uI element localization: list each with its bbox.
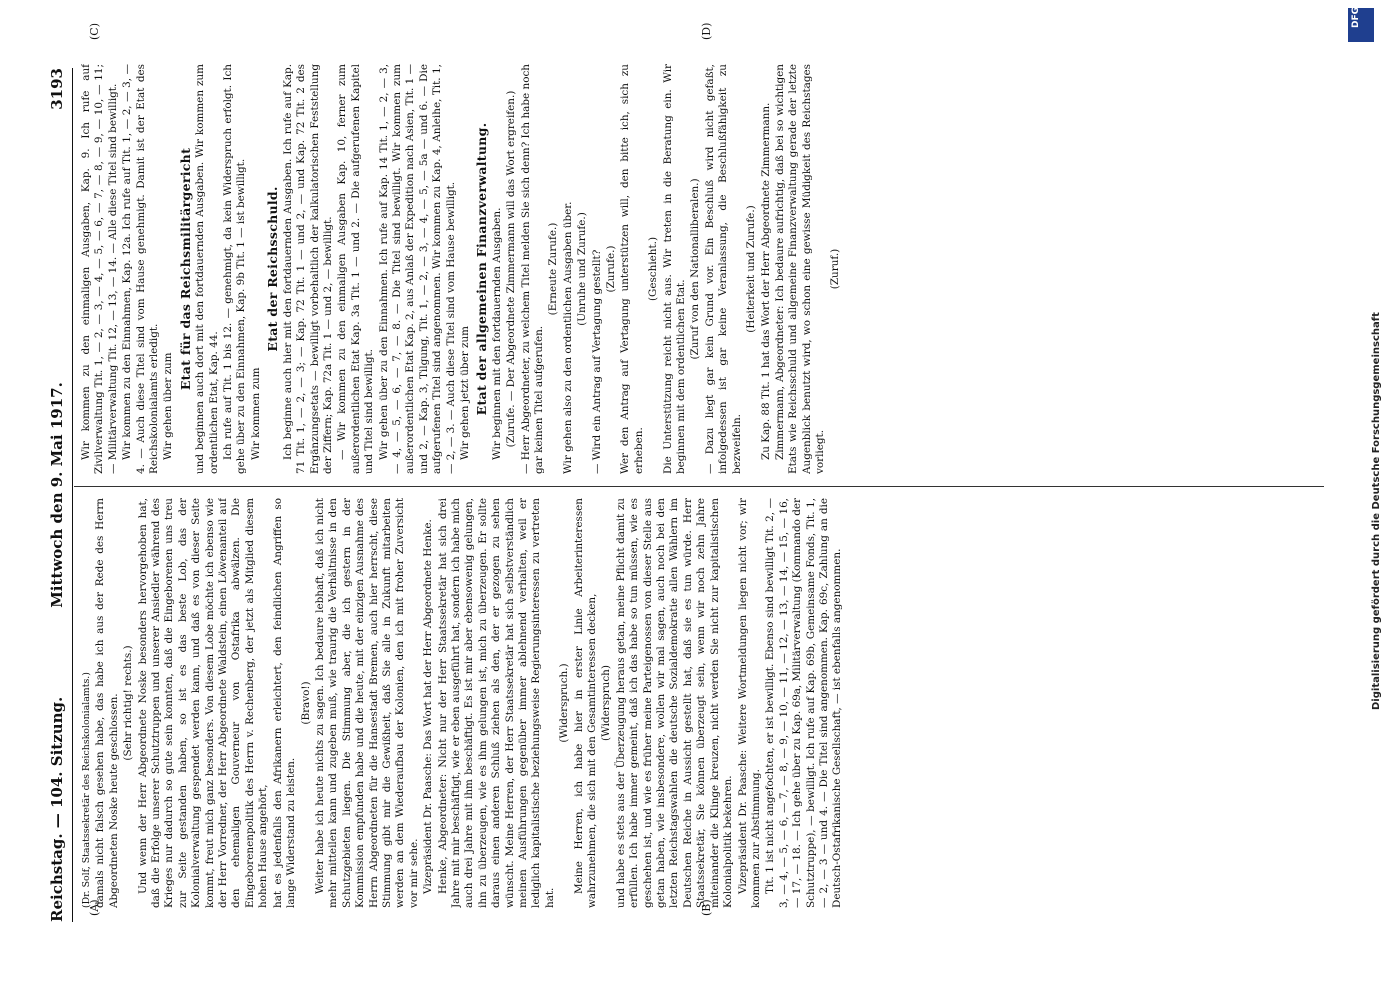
paragraph: Tit. 1 ist nicht angefochten, er ist bewilligt. Ebenso sind bewilligt Tit. 2, — 3, — 4, — 5, — 6, — 7, — 8, — 9, — 10, — 11, — 12, — 13, — 14, — 15, — 16, — 17, — 18. — Ich gehe über zu Kap. 69a, Militärverwaltung (Kommando der Schutztruppe), — bewilligt. Ich rufe auf Kap. 69b, Gemeinsame Fonds, Tit. 1, — 2, — 3 — und 4. — Die Titel sind angenommen. Kap. 69c, Zahlung an die Deutsch-Ostafrikanische Gesellschaft, — ist ebenfalls angenommen. [764, 498, 844, 908]
paragraph: Ich beginne auch hier mit den fortdauernden Ausgaben. Ich rufe auf Kap. 71 Tit. 1, — 2, — 3; — Kap. 72 Tit. 1 — und 2, — und Kap. 72 Tit. 2 des Ergänzungsetats — bewilligt vorbehaltlich der kalkulatorischen Feststellung der Ziffern; Kap. 72a Tit. 1 — und 2, — bewilligt. [281, 64, 334, 474]
credit-text: Digitalisierung gefördert durch die Deutsche Forschungsgemeinschaft [1371, 312, 1382, 710]
paragraph: Wir beginnen mit den fortdauernden Ausgaben. [490, 207, 503, 460]
margin-mark-a: (A) [88, 899, 101, 916]
header-rule [72, 68, 73, 922]
speaker-paragraph: Zimmermann, Abgeordneter: Ich bedaure aufrichtig, daß bei so wichtigen Etats wie Reichsschuld und allgemeine Finanzverwaltung gerade der letzte Augenblick benutzt wird, wo schon eine gewisse Müdigkeit des Reichstages vorliegt. [773, 64, 827, 474]
interjection: (Zuruf von den Nationalliberalen.) [689, 178, 702, 360]
interjection: (Zurufe. — Der Abgeordnete Zimmermann will das Wort ergreifen.) [505, 90, 518, 448]
section-heading: Etat für das Reichsmilitärgericht [177, 147, 193, 391]
interjection: (Heiterkeit und Zurufe.) [745, 205, 758, 333]
header-date: Mittwoch den 9. Mai 1917. [48, 382, 66, 608]
interjection: (Zuruf.) [828, 248, 841, 290]
page-number: 3193 [48, 68, 66, 110]
paragraph: — Wird ein Antrag auf Vertagung gestellt? [590, 249, 603, 474]
paragraph: Meine Herren, ich habe hier in erster Linie Arbeiterinteressen wahrzunehmen, die sich mit den Gesamtinteressen decken, [572, 498, 599, 908]
paragraph: Zu Kap. 88 Tit. 1 hat das Wort der Herr Abgeordnete Zimmermann. [759, 102, 772, 460]
section-heading: Etat der allgemeinen Finanzverwaltung. [474, 122, 490, 416]
paragraph: Und wenn der Herr Abgeordnete Noske besonders hervorgehoben hat, daß die Erfolge unserer Schutztruppen und unserer Ansiedler während des Krieges nur dadurch so gute sein konnten, daß die Eingeborenen uns treu zur Seite gestanden haben, so ist es das beste Lob, das der Kolonialverwaltung gespendet werden kann, und daß es von dieser Seite kommt, freut mich ganz besonders. Von diesem Lobe möchte ich ebenso wie der Herr Vorredner, der Herr Abgeordnete Waldstein, einen Löwenanteil auf den ehemaligen Gouverneur von Ostafrika abwälzen. Die Eingeborenenpolitik des Herrn v. Rechenberg, der jetzt als Mitglied diesem hohen Hause angehört, [136, 498, 270, 908]
paragraph: und beginnen auch dort mit den fortdauernden Ausgaben. Wir kommen zum ordentlichen Etat, Kap. 44. [194, 64, 220, 474]
paragraph: Wir gehen über zu den Einnahmen. Ich rufe auf Kap. 14 Tit. 1, — 2, — 3, — 4, — 5, — 6, — 7, — 8. — Die Titel sind bewilligt. Wir kommen zum außerordentlichen Etat Kap. 2, aus Anlaß der Expedition nach Asien, Tit. 1 — und 2, — Kap. 3, Tilgung, Tit. 1, — 2, — 3, — 4, — 5, — 5a — und 6. — Die aufgerufenen Titel sind angenommen. Wir kommen zu Kap. 4, Anleihe, Tit. 1, — 2, — 3. — Auch diese Titel sind vom Hause bewilligt. [377, 64, 457, 474]
interjection: (Erneute Zurufe.) [547, 222, 560, 316]
column-divider [74, 486, 1324, 487]
digitization-credit [1344, 10, 1382, 730]
section-heading: Etat der Reichsschuld. [265, 186, 281, 352]
interjection: (Bravo!) [299, 681, 312, 725]
paragraph: damals nicht falsch gesehen habe, das habe ich aus der Rede des Herrn Abgeordneten Noske heute geschlossen. [94, 498, 120, 908]
interjection: (Unruhe und Zurufe.) [576, 212, 589, 326]
header-session: Reichstag. — 104. Sitzung. [48, 696, 66, 922]
paragraph: Wir gehen also zu den ordentlichen Ausgaben über. [561, 201, 574, 474]
margin-mark-b: (B) [700, 899, 713, 916]
page-header [44, 68, 70, 922]
paragraph: hat es jedenfalls den Afrikanern erleichtert, den feindlichen Angriffen so lange Widerstand zu leisten. [271, 498, 298, 908]
interjection: (Widerspruch) [600, 665, 613, 741]
dfg-logo: DFG [1348, 8, 1374, 42]
right-column [80, 64, 1320, 474]
paragraph: Die Unterstützung reicht nicht aus. Wir treten in die Beratung ein. Wir beginnen mit dem ordentlichen Etat. [661, 64, 688, 474]
paragraph: Ich rufe auf Tit. 1 bis 12. — genehmigt, da kein Widerspruch erfolgt. Ich gehe über zu den Einnahmen, Kap. 9b Tit. 1 — ist bewilligt. [222, 64, 248, 474]
interjection: (Zurufe.) [605, 245, 618, 293]
paragraph: Wir gehen über zum [162, 352, 175, 460]
interjection: (Widerspruch.) [558, 663, 571, 743]
left-column [80, 498, 1320, 908]
paragraph: Wir gehen jetzt über zum [458, 325, 471, 460]
margin-mark-c: (C) [88, 23, 101, 40]
interjection: (Sehr richtig! rechts.) [122, 645, 135, 761]
speaker-paragraph: Vizepräsident Dr. Paasche: Weitere Wortmeldungen liegen nicht vor; wir kommen zur Abstimmung. [736, 498, 762, 908]
speaker-paragraph: Vizepräsident Dr. Paasche: Das Wort hat der Herr Abgeordnete Henke. [422, 519, 435, 894]
interjection: (Geschieht.) [647, 236, 660, 302]
speaker-paragraph: Henke, Abgeordneter: Nicht nur der Herr Staatssekretär hat sich drei Jahre mit mir beschäftigt, wie er eben ausgeführt hat, sondern ich habe mich auch drei Jahre mit ihm beschäftigt. Es ist mir aber ebensowenig gelungen, ihn zu überzeugen, wie es ihm gelungen ist, mich zu überzeugen. Er sollte daraus einen anderen Schluß ziehen als den, der er gezogen zu sehen wünscht. Meine Herren, der Herr Staatssekretär hat sich selbstverständlich meinen Ausführungen gegenüber immer ablehnend verhalten, weil er lediglich kapitalistische beziehungsweise Regierungsinteressen zu vertreten hat. [436, 498, 556, 908]
paragraph: — Dazu liegt gar kein Grund vor. Ein Beschluß wird nicht gefaßt, infolgedessen ist gar keine Veranlassung, die Beschlußfähigkeit zu bezweifeln. [703, 64, 743, 474]
speaker-intro: (Dr. Solf, Staatssekretär des Reichskolonialamts.) [81, 672, 92, 908]
paragraph: — Herr Abgeordneter, zu welchem Titel melden Sie sich denn? Ich habe noch gar keinen Titel aufgerufen. [519, 64, 545, 474]
paragraph: Wer den Antrag auf Vertagung unterstützen will, den bitte ich, sich zu erheben. [619, 64, 645, 474]
paragraph: Wir kommen zu den Einnahmen, Kap. 12a. Ich rufe auf Tit. 1, — 2, — 3, — 4. — Auch diese Titel sind vom Hause genehmigt. Damit ist der Etat des Reichskolonialamts erledigt. [121, 64, 161, 474]
paragraph: und habe es stets aus der Überzeugung heraus getan, meine Pflicht damit zu erfüllen. Ich habe immer gemeint, daß ich das habe so tun müssen, wie es geschehen ist, und wie es früher meine Parteigenossen von dieser Stelle aus getan haben, wie insbesondere, wollen wir mal sagen, auch noch bei den letzten Reichstagswahlen die deutsche Sozialdemokratie allen Wählern im Deutschen Reiche in Aussicht gestellt hat, daß sie es tun würde. Herr Staatssekretär, Sie können überzeugt sein, wenn wir noch zehn Jahre miteinander die Klinge kreuzen, nicht werden Sie nicht zur kapitalistischen Kolonialpolitik bekehren. [614, 498, 735, 908]
margin-mark-d: (D) [700, 22, 713, 40]
paragraph: Weiter habe ich heute nichts zu sagen. Ich bedaure lebhaft, daß ich nicht mehr mitteilen kann und zugeben muß, wie traurig die Verhältnisse in den Schutzgebieten liegen. Die Stimmung aber, die ich gestern in der Kommission empfunden habe und die heute, mit der einzigen Ausnahme des Herrn Abgeordneten für die Hansestadt Bremen, auch hier herrscht, diese Stimmung gibt mir die Gewißheit, daß Sie alle in Zukunft mitarbeiten werden an dem Wiederaufbau der Kolonien, den ich mit froher Zuversicht vor mir sehe. [313, 498, 420, 908]
paragraph: Wir kommen zum [249, 367, 262, 460]
paragraph: Wir kommen zu den einmaligen Ausgaben, Kap. 9. Ich rufe auf Zivilverwaltung Tit. 1, — 2, — 3, — 4, — 5, — 6, — 7, — 8, — 9, — 10, — 11; — Militärverwaltung Tit. 12, — 13, — 14. — Alle diese Titel sind bewilligt. [80, 64, 119, 474]
paragraph: — Wir kommen zu den einmaligen Ausgaben Kap. 10, ferner zum außerordentlichen Etat Kap. 3a Tit. 1 — und 2. — Die aufgerufenen Kapitel und Titel sind bewilligt. [336, 64, 376, 474]
